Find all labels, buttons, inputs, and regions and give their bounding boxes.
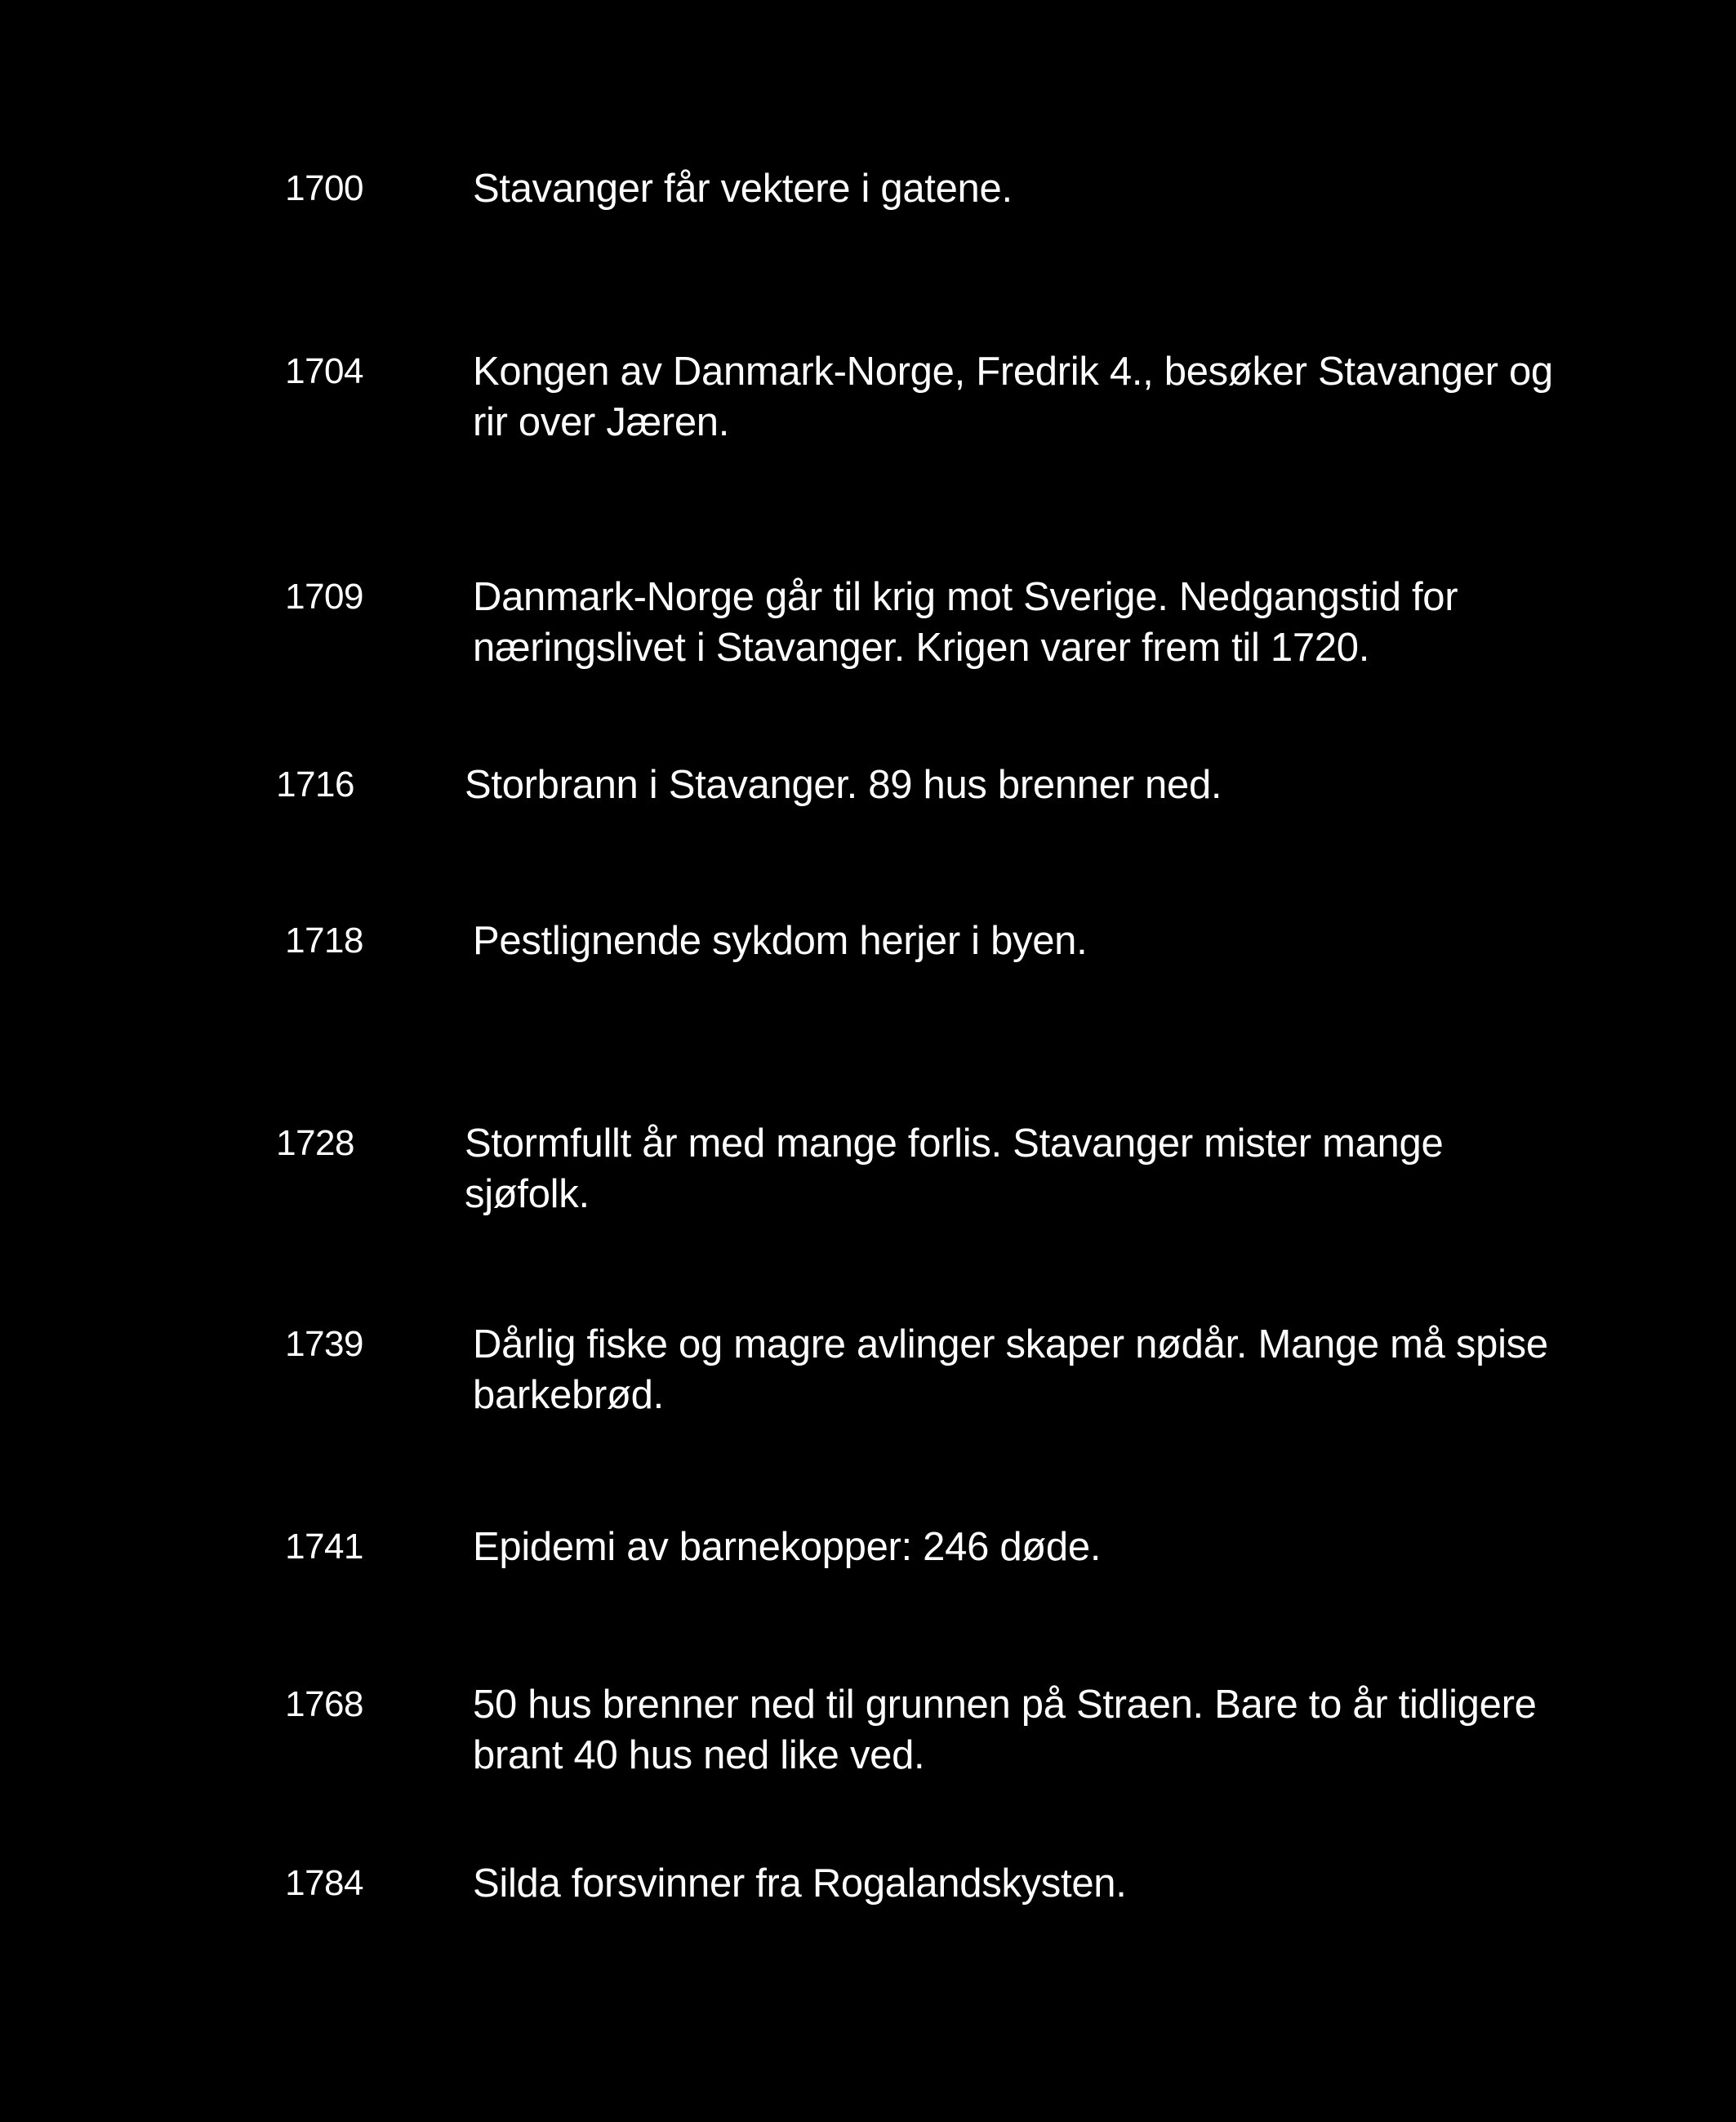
entry-year: 1716	[276, 765, 354, 805]
entry-description-line: Danmark-Norge går til krig mot Sverige. Nedgangstid for	[473, 575, 1458, 619]
entry-description-line: rir over Jæren.	[473, 400, 730, 444]
entry-description-line: Pestlignende sykdom herjer i byen.	[473, 919, 1088, 963]
entry-description-line: sjøfolk.	[465, 1172, 590, 1216]
entry-year: 1728	[276, 1123, 354, 1163]
entry-year: 1784	[285, 1863, 363, 1903]
entry-description-line: Kongen av Danmark-Norge, Fredrik 4., besøker Stavanger og	[473, 350, 1553, 394]
entry-year: 1768	[285, 1684, 363, 1724]
entry-description-line: barkebrød.	[473, 1373, 664, 1417]
entry-description	[473, 1319, 1559, 1420]
entry-year: 1741	[285, 1527, 363, 1567]
entry-description-line: Epidemi av barnekopper: 246 døde.	[473, 1525, 1102, 1569]
entry-year: 1704	[285, 351, 363, 391]
entry-year: 1739	[285, 1324, 363, 1364]
entry-description-line: Dårlig fiske og magre avlinger skaper nødår. Mange må spise	[473, 1322, 1548, 1366]
entry-year: 1709	[285, 577, 363, 617]
entry-description	[465, 760, 1551, 810]
entry-description-line: næringslivet i Stavanger. Krigen varer frem til 1720.	[473, 626, 1370, 670]
entry-description	[465, 1118, 1551, 1219]
entry-description	[473, 1679, 1559, 1781]
entry-year: 1718	[285, 921, 363, 961]
entry-description-line: Silda forsvinner fra Rogalandskysten.	[473, 1861, 1127, 1906]
entry-description-line: Stavanger får vektere i gatene.	[473, 167, 1013, 211]
entry-description-line: Storbrann i Stavanger. 89 hus brenner ned.	[465, 763, 1222, 807]
entry-description	[473, 916, 1559, 966]
entry-description	[473, 163, 1559, 214]
entry-description	[473, 1858, 1559, 1909]
entry-description	[473, 1522, 1559, 1572]
entry-year: 1700	[285, 168, 363, 208]
entry-description	[473, 346, 1559, 448]
entry-description	[473, 572, 1559, 673]
entry-description-line: Stormfullt år med mange forlis. Stavanger mister mange	[465, 1121, 1444, 1166]
entry-description-line: brant 40 hus ned like ved.	[473, 1733, 925, 1777]
entry-description-line: 50 hus brenner ned til grunnen på Straen. Bare to år tidligere	[473, 1683, 1537, 1727]
